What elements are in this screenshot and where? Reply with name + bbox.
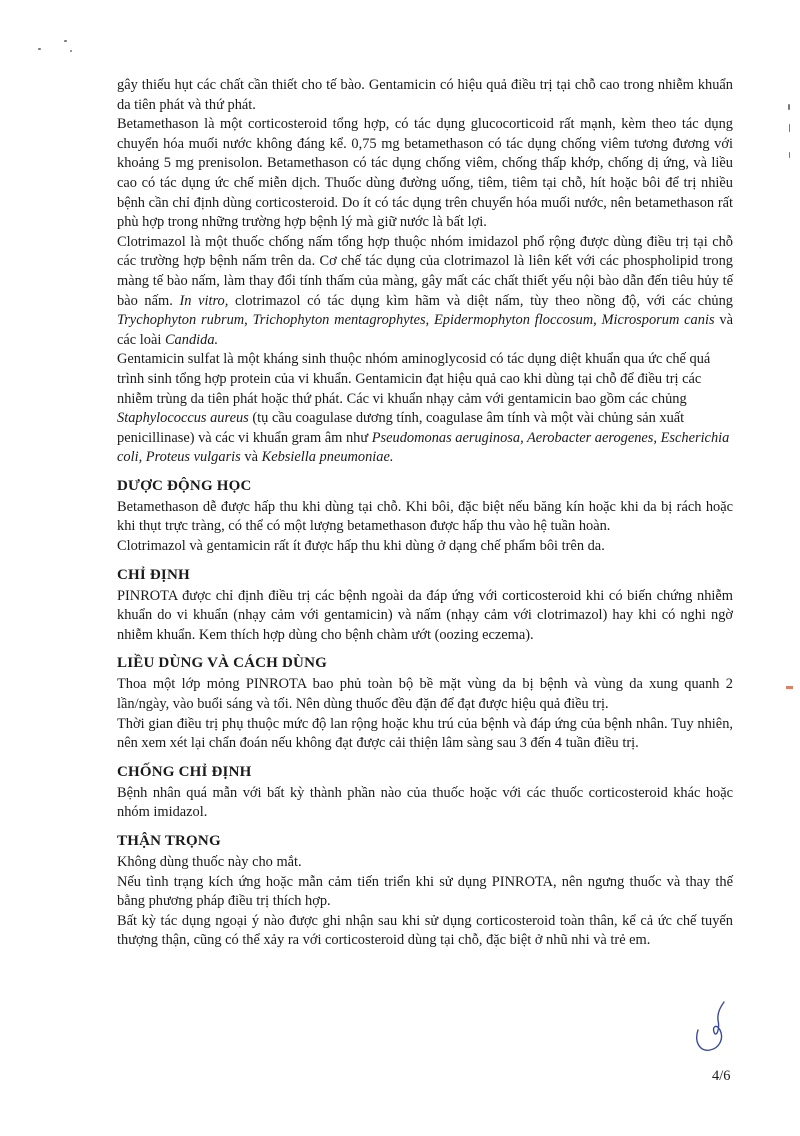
paragraph: Không dùng thuốc này cho mắt. <box>117 854 302 870</box>
section-heading: LIỀU DÙNG VÀ CÁCH DÙNG <box>117 655 327 672</box>
paragraph: gây thiếu hụt các chất cần thiết cho tế bào. Gentamicin có hiệu quả điều trị tại chỗ cao trong nhiễm khuẩn da tiên phát và thứ phát. <box>117 77 733 113</box>
paragraph: Nếu tình trạng kích ứng hoặc mẫn cảm tiến triển khi sử dụng PINROTA, nên ngưng thuốc và thay thế bằng phương pháp điều trị thích hợp. <box>117 873 733 910</box>
paragraph: PINROTA được chỉ định điều trị các bệnh ngoài da đáp ứng với corticosteroid khi có biến chứng nhiễm khuẩn do vi khuẩn (nhạy cảm với gentamicin) và nấm (nhạy cảm với clotrimazol) hay khi có nghi ngờ nhiễm khuẩn. Kem thích hợp dùng cho bệnh chàm ướt (oozing eczema). <box>117 587 733 643</box>
section-heading: THẬN TRỌNG <box>117 833 221 849</box>
scan-mark <box>786 686 793 689</box>
paragraph: Thời gian điều trị phụ thuộc mức độ lan rộng hoặc khu trú của bệnh và đáp ứng của bệnh nhân. Tuy nhiên, nên xem xét lại chẩn đoán nếu không đạt được cải thiện lâm sàng sau 3 đến 4 tuần điều trị. <box>117 715 733 752</box>
section-heading: DƯỢC ĐỘNG HỌC <box>117 477 252 494</box>
scan-speck <box>789 152 790 158</box>
paragraph-gentamicin: Gentamicin sulfat là một kháng sinh thuộc nhóm aminoglycosid có tác dụng diệt khuẩn qua ức chế quá trình sinh tổng hợp protein của vi khuẩn. Gentamicin đạt hiệu quả cao khi dùng tại chỗ để điều trị các nhiễm trùng da tiên phát hoặc thứ phát. Các vi khuẩn nhạy cảm với gentamicin bao gồm các chủng Staphylococcus aureus (tụ cầu coagulase dương tính, coagulase âm tính và một vài chủng sản xuất penicillinase) và các vi khuẩn gram âm như Pseudomonas aeruginosa, Aerobacter aerogenes, Escherichia coli, Proteus vulgaris và Kebsiella pneumoniae. <box>117 351 730 466</box>
paragraph: Thoa một lớp mỏng PINROTA bao phủ toàn bộ bề mặt vùng da bị bệnh và vùng da xung quanh 2 lần/ngày, vào buổi sáng và tối. Nên dùng thuốc đều đặn để đạt được hiệu quả điều trị. <box>117 676 733 713</box>
scan-speck <box>38 48 41 50</box>
paragraph: Bất kỳ tác dụng ngoại ý nào được ghi nhận sau khi sử dụng corticosteroid toàn thân, kể cả ức chế tuyến thượng thận, cũng có thể xảy ra với corticosteroid dùng tại chỗ, đặc biệt ở nhũ nhi và trẻ em. <box>117 912 733 949</box>
paragraph: Bệnh nhân quá mẫn với bất kỳ thành phần nào của thuốc hoặc với các thuốc corticosteroid khác hoặc nhóm imidazol. <box>117 784 733 821</box>
page-number: 4/6 <box>712 1068 731 1084</box>
document-page <box>117 76 733 951</box>
handwritten-signature <box>690 1000 730 1058</box>
paragraph: Clotrimazol và gentamicin rất ít được hấp thu khi dùng ở dạng chế phẩm bôi trên da. <box>117 538 605 555</box>
paragraph: Betamethason dễ được hấp thu khi dùng tại chỗ. Khi bôi, đặc biệt nếu băng kín hoặc khi da bị rách hoặc khi thụt trực tràng, có thể có một lượng betamethason được hấp thu vào hệ tuần hoàn. <box>117 498 733 535</box>
scan-speck <box>788 104 790 110</box>
scan-speck <box>789 124 790 132</box>
paragraph-clotrimazol: Clotrimazol là một thuốc chống nấm tổng hợp thuộc nhóm imidazol phổ rộng được dùng điều trị tại chỗ các trường hợp bệnh nấm trên da. Cơ chế tác dụng của clotrimazol là liên kết với các phospholipid trong màng tế bào nấm, làm thay đổi tính thấm của màng, gây mất các chất thiết yếu nội bào dẫn đến tiêu hủy tế bào nấm. In vitro, clotrimazol có tác dụng kìm hãm và diệt nấm, tùy theo nồng độ, với các chủng Trychophyton rubrum, Trichophyton mentagrophytes, Epidermophyton floccosum, Microsporum canis và các loài Candida. <box>117 233 733 348</box>
section-heading: CHỐNG CHỈ ĐỊNH <box>117 763 252 780</box>
paragraph: Betamethason là một corticosteroid tổng hợp, có tác dụng glucocorticoid rất mạnh, kèm theo tác dụng chuyển hóa muối nước không đáng kể. 0,75 mg betamethason có tác dụng chống viêm tương đương với khoảng 5 mg prenisolon. Betamethason có tác dụng chống viêm, chống thấp khớp, chống dị ứng, và liều cao có tác dụng ức chế miễn dịch. Thuốc dùng đường uống, tiêm, tiêm tại chỗ, hít hoặc bôi để trị nhiều bệnh cần chỉ định dùng corticosteroid. Do ít có tác dụng trên chuyển hóa muối nước, nên betamethason rất phù hợp trong những trường hợp bệnh lý mà giữ nước là bất lợi. <box>117 116 733 231</box>
section-heading: CHỈ ĐỊNH <box>117 566 190 583</box>
scan-speck <box>70 50 72 52</box>
scan-speck <box>64 40 67 42</box>
